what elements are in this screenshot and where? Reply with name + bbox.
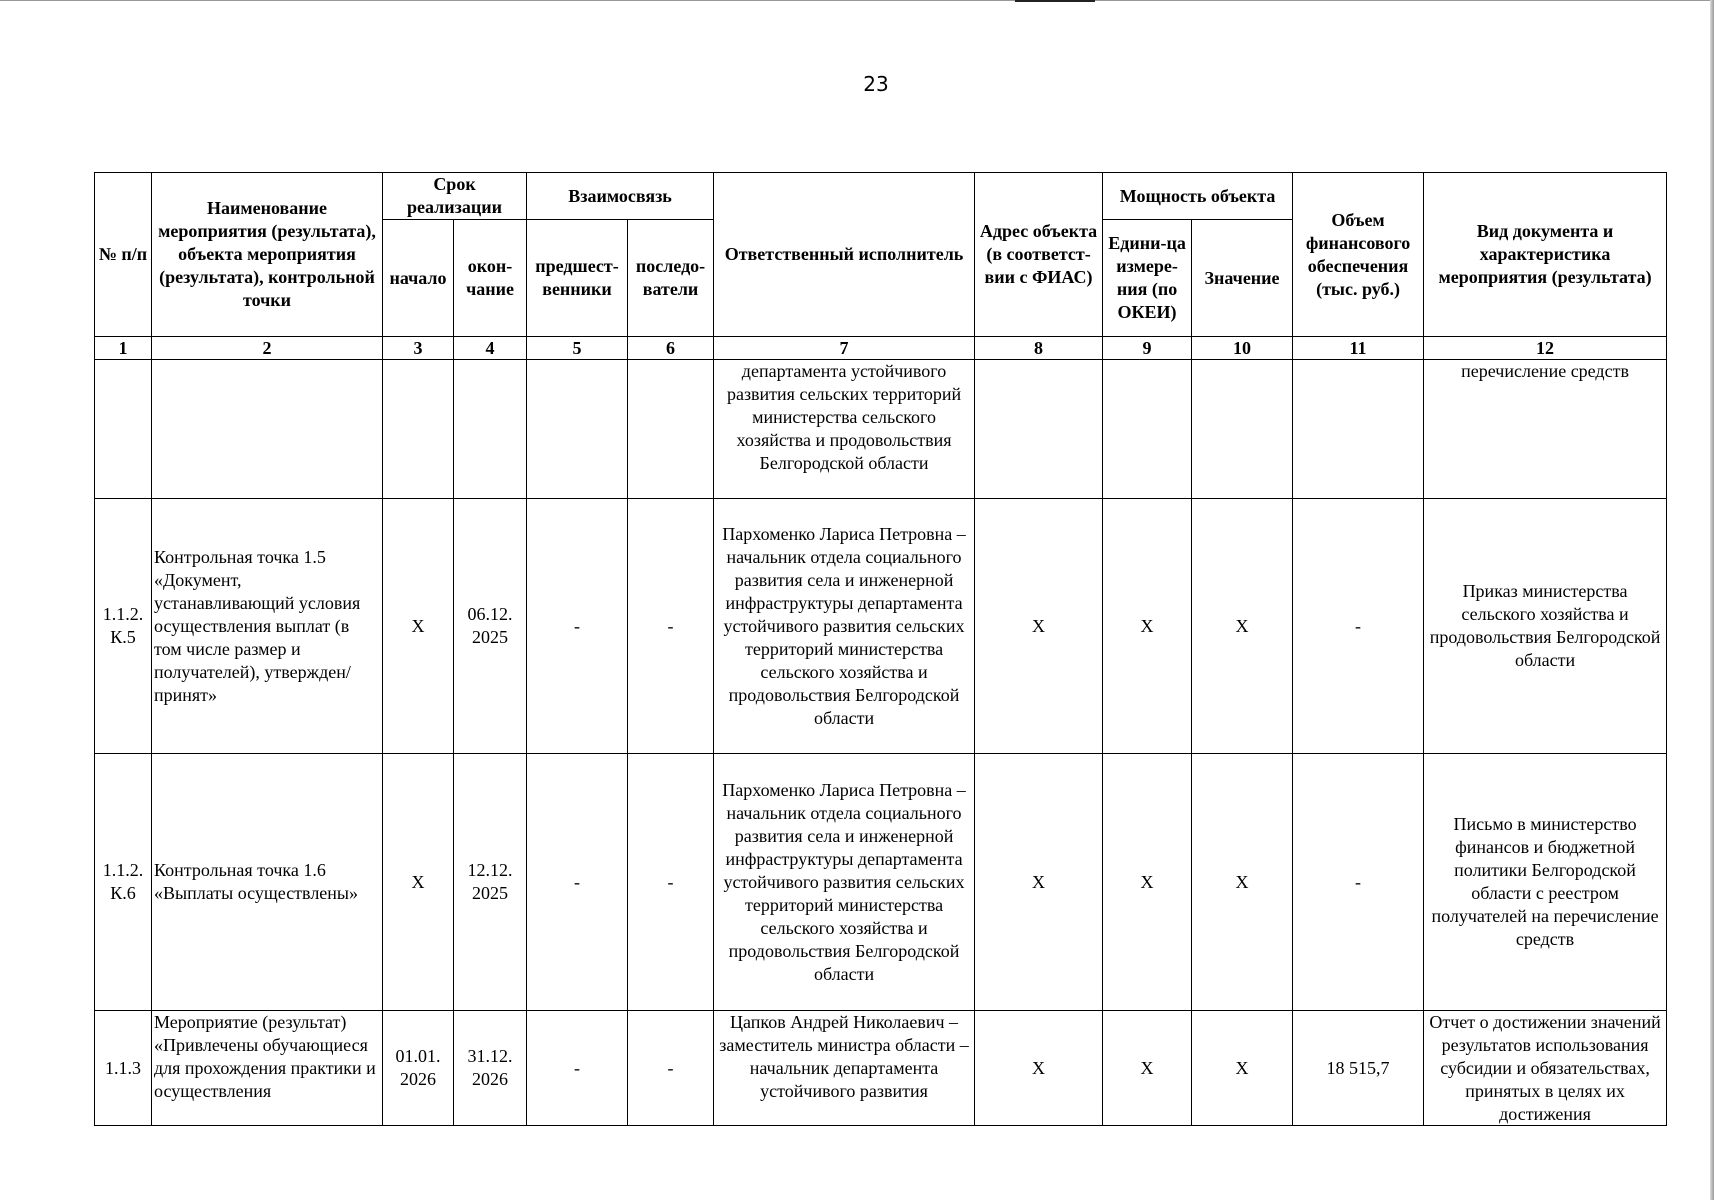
cell-prev: - xyxy=(527,754,628,1011)
column-number: 7 xyxy=(714,337,975,360)
cell-address: X xyxy=(975,499,1103,754)
cell-doc-text: Отчет о достижении значений результатов использования субсидии и обязательствах, принятых в целях их достижения xyxy=(1429,1012,1661,1124)
cell-finance: 18 515,7 xyxy=(1293,1011,1424,1126)
table-row xyxy=(95,754,1667,1011)
header-finance: Объем финансового обеспечения (тыс. руб.) xyxy=(1293,173,1424,337)
header-executor: Ответственный исполнитель xyxy=(714,173,975,337)
cell-num: 1.1.2. К.5 xyxy=(95,499,152,754)
cell-num: 1.1.3 xyxy=(95,1011,152,1126)
header-rel-prev: предшест-венники xyxy=(527,220,628,337)
cell-address: X xyxy=(975,1011,1103,1126)
column-number: 3 xyxy=(383,337,454,360)
cell-unit xyxy=(1103,360,1192,499)
page-number: 23 xyxy=(863,72,889,96)
scan-top-line xyxy=(0,0,1714,1)
cell-start: X xyxy=(383,499,454,754)
cell-name: Контрольная точка 1.6 «Выплаты осуществлены» xyxy=(152,754,383,1011)
cell-name: Контрольная точка 1.5 «Документ, устанавливающий условия осуществления выплат (в том числе размер и получателей), утвержден/принят» xyxy=(152,499,383,754)
cell-finance: - xyxy=(1293,499,1424,754)
cell-doc: Письмо в министерство финансов и бюджетной политики Белгородской области с реестром получателей на перечисление средств xyxy=(1424,754,1667,1011)
cell-start: 01.01. 2026 xyxy=(383,1011,454,1126)
cell-executor-text: Цапков Андрей Николаевич – заместитель министра области – начальник департамента устойчивого развития xyxy=(719,1012,969,1101)
cell-finance: - xyxy=(1293,754,1424,1011)
column-number: 6 xyxy=(628,337,714,360)
cell-end: 31.12. 2026 xyxy=(454,1011,527,1126)
table-row xyxy=(95,499,1667,754)
cell-prev: - xyxy=(527,499,628,754)
cell-name xyxy=(152,1011,383,1126)
cell-address: X xyxy=(975,754,1103,1011)
column-number: 5 xyxy=(527,337,628,360)
cell-next xyxy=(628,360,714,499)
column-number: 2 xyxy=(152,337,383,360)
cell-num xyxy=(95,360,152,499)
column-number: 10 xyxy=(1192,337,1293,360)
header-term: Срок реализации xyxy=(383,173,527,220)
cell-value xyxy=(1192,360,1293,499)
header-address: Адрес объекта (в соответст-вии с ФИАС) xyxy=(975,173,1103,337)
cell-prev xyxy=(527,360,628,499)
header-term-end: окон-чание xyxy=(454,220,527,337)
header-value: Значение xyxy=(1192,220,1293,337)
cell-name-text: Мероприятие (результат) «Привлечены обучающиеся для прохождения практики и осуществления xyxy=(154,1012,376,1101)
column-number: 9 xyxy=(1103,337,1192,360)
cell-unit: X xyxy=(1103,1011,1192,1126)
cell-start xyxy=(383,360,454,499)
cell-end xyxy=(454,360,527,499)
header-term-start: начало xyxy=(383,220,454,337)
cell-executor xyxy=(714,1011,975,1126)
cell-doc xyxy=(1424,1011,1667,1126)
cell-unit: X xyxy=(1103,754,1192,1011)
cell-end: 06.12. 2025 xyxy=(454,499,527,754)
header-num: № п/п xyxy=(95,173,152,337)
plan-table xyxy=(94,172,1667,1126)
column-number: 8 xyxy=(975,337,1103,360)
cell-doc: перечисление средств xyxy=(1424,360,1667,499)
cell-next: - xyxy=(628,1011,714,1126)
cell-doc: Приказ министерства сельского хозяйства и продовольствия Белгородской области xyxy=(1424,499,1667,754)
cell-name xyxy=(152,360,383,499)
cell-executor: департамента устойчивого развития сельских территорий министерства сельского хозяйства и продовольствия Белгородской области xyxy=(714,360,975,499)
header-name: Наименование мероприятия (результата), объекта мероприятия (результата), контрольной точки xyxy=(152,173,383,337)
column-number: 11 xyxy=(1293,337,1424,360)
header-unit: Едини-ца измере-ния (по ОКЕИ) xyxy=(1103,220,1192,337)
scan-top-mark xyxy=(1015,0,1095,2)
cell-end: 12.12. 2025 xyxy=(454,754,527,1011)
table-row xyxy=(95,1011,1667,1126)
cell-address xyxy=(975,360,1103,499)
scan-right-edge xyxy=(1710,0,1714,1200)
table-row xyxy=(95,360,1667,499)
table-header xyxy=(95,173,1667,360)
column-number-row xyxy=(95,337,1667,360)
column-number: 12 xyxy=(1424,337,1667,360)
header-doc: Вид документа и характеристика мероприятия (результата) xyxy=(1424,173,1667,337)
header-relation: Взаимосвязь xyxy=(527,173,714,220)
cell-value: X xyxy=(1192,499,1293,754)
cell-prev: - xyxy=(527,1011,628,1126)
cell-num: 1.1.2. К.6 xyxy=(95,754,152,1011)
cell-unit: X xyxy=(1103,499,1192,754)
cell-finance xyxy=(1293,360,1424,499)
column-number: 1 xyxy=(95,337,152,360)
cell-value: X xyxy=(1192,754,1293,1011)
cell-executor: Пархоменко Лариса Петровна – начальник отдела социального развития села и инженерной инфраструктуры департамента устойчивого развития сельских территорий министерства сельского хозяйства и продовольствия Белгородской области xyxy=(714,754,975,1011)
column-number: 4 xyxy=(454,337,527,360)
cell-value: X xyxy=(1192,1011,1293,1126)
header-rel-next: последо-ватели xyxy=(628,220,714,337)
cell-next: - xyxy=(628,499,714,754)
header-capacity: Мощность объекта xyxy=(1103,173,1293,220)
cell-next: - xyxy=(628,754,714,1011)
cell-executor: Пархоменко Лариса Петровна – начальник отдела социального развития села и инженерной инфраструктуры департамента устойчивого развития сельских территорий министерства сельского хозяйства и продовольствия Белгородской области xyxy=(714,499,975,754)
cell-start: X xyxy=(383,754,454,1011)
